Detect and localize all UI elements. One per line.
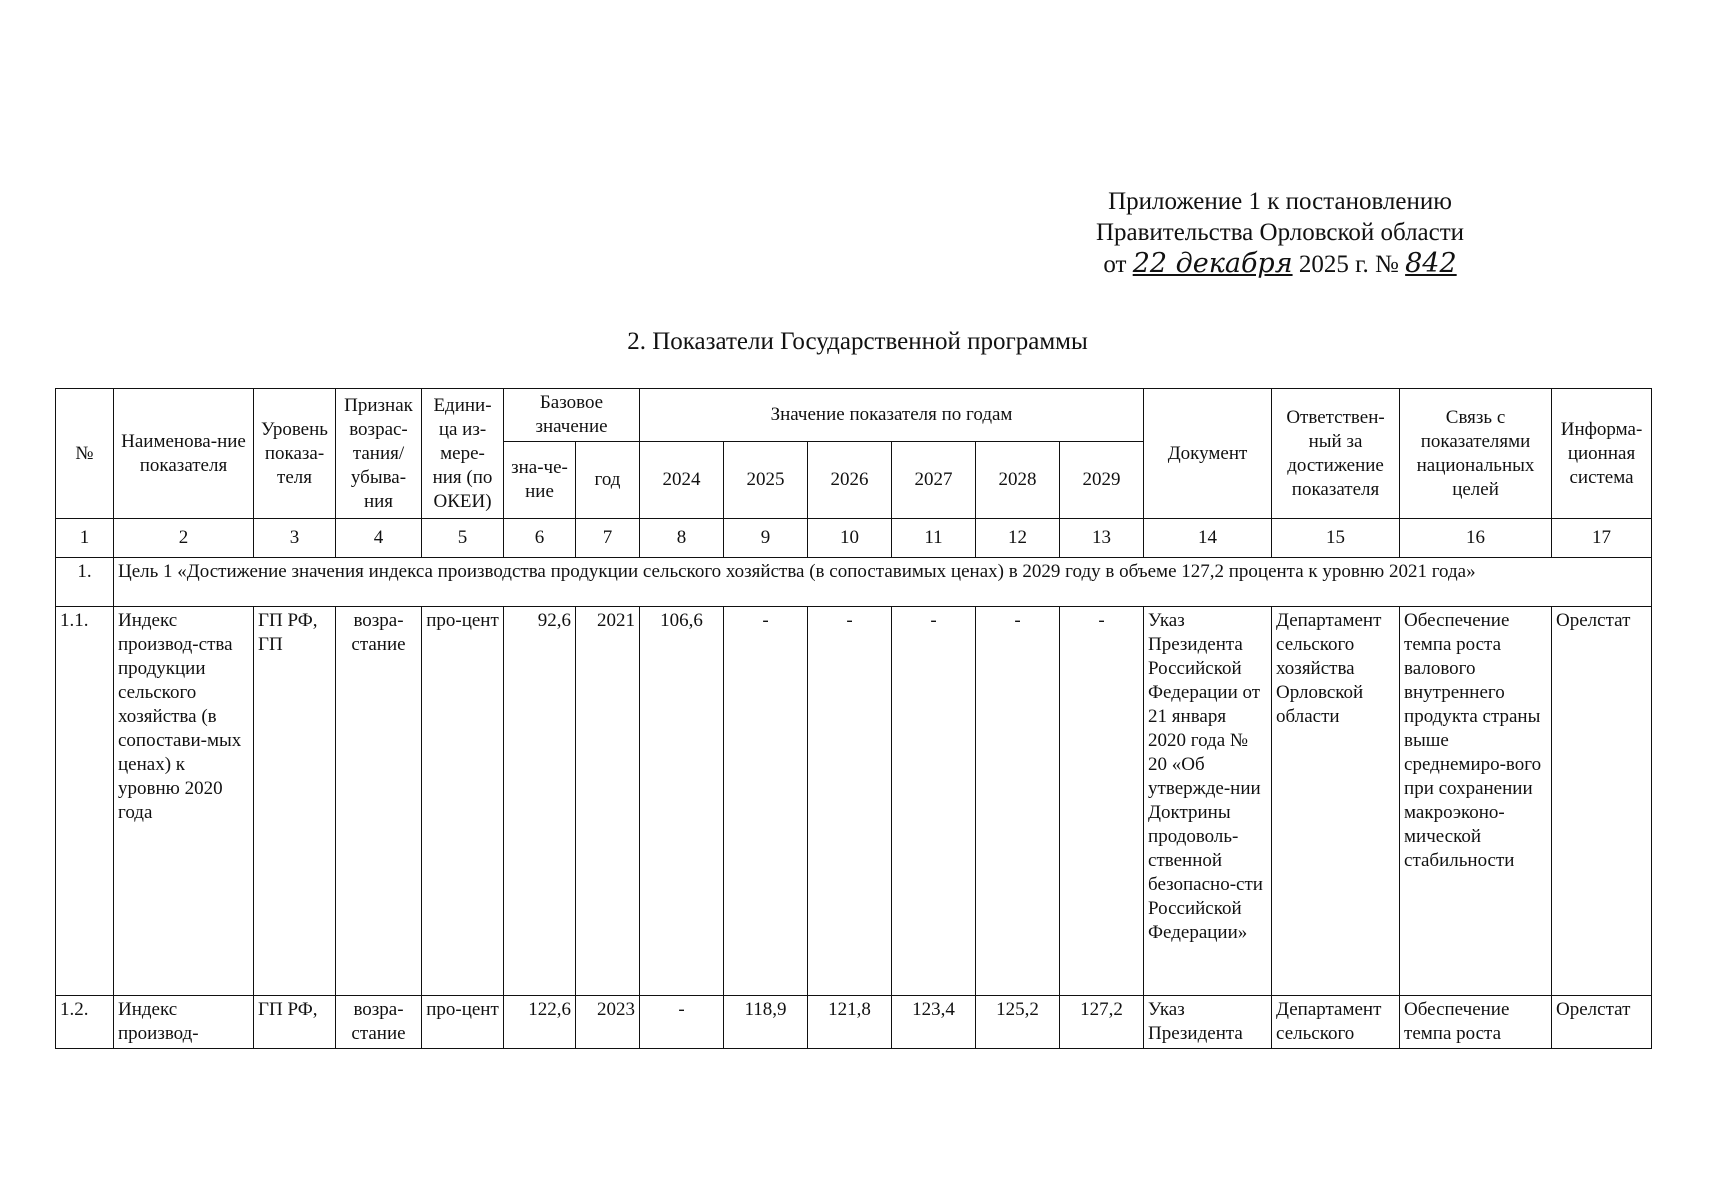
row-sign: возра-стание bbox=[336, 607, 422, 996]
goal-row bbox=[56, 558, 1652, 607]
row-value-2024: 106,6 bbox=[640, 607, 724, 996]
approval-date-line bbox=[1020, 248, 1540, 280]
row-name: Индекс производ- bbox=[114, 996, 254, 1049]
section-title: 2. Показатели Государственной программы bbox=[627, 328, 1088, 355]
col-num: 15 bbox=[1272, 519, 1400, 558]
col-num: 4 bbox=[336, 519, 422, 558]
row-value-2028: - bbox=[976, 607, 1060, 996]
header-year-2027: 2027 bbox=[892, 442, 976, 519]
row-value-2025: 118,9 bbox=[724, 996, 808, 1049]
header-base-value: зна-че-ние bbox=[504, 442, 576, 519]
approval-block bbox=[1020, 186, 1540, 280]
goal-no: 1. bbox=[56, 558, 114, 607]
row-value-2029: - bbox=[1060, 607, 1144, 996]
col-num: 16 bbox=[1400, 519, 1552, 558]
approval-line-1: Приложение 1 к постановлению bbox=[1108, 188, 1452, 215]
handwritten-number: 842 bbox=[1405, 248, 1457, 279]
row-base-year: 2021 bbox=[576, 607, 640, 996]
header-info: Информа-ционная система bbox=[1552, 389, 1652, 519]
table-row bbox=[56, 996, 1652, 1049]
row-info: Орелстат bbox=[1552, 996, 1652, 1049]
header-base-year: год bbox=[576, 442, 640, 519]
col-num: 14 bbox=[1144, 519, 1272, 558]
row-link: Обеспечение темпа роста bbox=[1400, 996, 1552, 1049]
col-num: 13 bbox=[1060, 519, 1144, 558]
col-num: 9 bbox=[724, 519, 808, 558]
row-value-2026: 121,8 bbox=[808, 996, 892, 1049]
col-num: 7 bbox=[576, 519, 640, 558]
col-num: 2 bbox=[114, 519, 254, 558]
header-year-2026: 2026 bbox=[808, 442, 892, 519]
header-year-2029: 2029 bbox=[1060, 442, 1144, 519]
header-year-2028: 2028 bbox=[976, 442, 1060, 519]
goal-text: Цель 1 «Достижение значения индекса производства продукции сельского хозяйства (в сопоставимых ценах) в 2029 году в объеме 127,2 процента к уровню 2021 года» bbox=[114, 558, 1652, 607]
table-row bbox=[56, 607, 1652, 996]
col-num: 5 bbox=[422, 519, 504, 558]
row-level: ГП РФ, ГП bbox=[254, 607, 336, 996]
row-base-year: 2023 bbox=[576, 996, 640, 1049]
row-value-2025: - bbox=[724, 607, 808, 996]
header-year-2024: 2024 bbox=[640, 442, 724, 519]
handwritten-date: 22 декабря bbox=[1132, 248, 1293, 279]
column-numbers-row bbox=[56, 519, 1652, 558]
row-info: Орелстат bbox=[1552, 607, 1652, 996]
header-years-group: Значение показателя по годам bbox=[640, 389, 1144, 442]
row-value-2024: - bbox=[640, 996, 724, 1049]
col-num: 1 bbox=[56, 519, 114, 558]
header-document: Документ bbox=[1144, 389, 1272, 519]
header-no: № bbox=[56, 389, 114, 519]
row-value-2028: 125,2 bbox=[976, 996, 1060, 1049]
col-num: 12 bbox=[976, 519, 1060, 558]
header-base: Базовое значение bbox=[504, 389, 640, 442]
header-row-1 bbox=[56, 389, 1652, 442]
row-no: 1.2. bbox=[56, 996, 114, 1049]
col-num: 6 bbox=[504, 519, 576, 558]
row-unit: про-цент bbox=[422, 607, 504, 996]
header-name: Наименова-ние показателя bbox=[114, 389, 254, 519]
header-unit: Едини-ца из-мере-ния (по ОКЕИ) bbox=[422, 389, 504, 519]
row-no: 1.1. bbox=[56, 607, 114, 996]
row-sign: возра-стание bbox=[336, 996, 422, 1049]
row-responsible: Департамент сельского bbox=[1272, 996, 1400, 1049]
row-base-value: 92,6 bbox=[504, 607, 576, 996]
row-level: ГП РФ, bbox=[254, 996, 336, 1049]
approval-line-2: Правительства Орловской области bbox=[1095, 219, 1465, 246]
indicators-table bbox=[55, 388, 1652, 1049]
header-sign: Признак возрас-тания/ убыва-ния bbox=[336, 389, 422, 519]
col-num: 17 bbox=[1552, 519, 1652, 558]
header-year-2025: 2025 bbox=[724, 442, 808, 519]
header-responsible: Ответствен-ный за достижение показателя bbox=[1272, 389, 1400, 519]
col-num: 11 bbox=[892, 519, 976, 558]
col-num: 8 bbox=[640, 519, 724, 558]
row-value-2026: - bbox=[808, 607, 892, 996]
approval-year: 2025 г. № bbox=[1298, 251, 1399, 278]
row-value-2027: - bbox=[892, 607, 976, 996]
col-num: 3 bbox=[254, 519, 336, 558]
header-level: Уровень показа-теля bbox=[254, 389, 336, 519]
row-value-2029: 127,2 bbox=[1060, 996, 1144, 1049]
row-document: Указ Президента bbox=[1144, 996, 1272, 1049]
row-link: Обеспечение темпа роста валового внутреннего продукта страны выше среднемиро-вого при сохранении макроэконо-мической стабильности bbox=[1400, 607, 1552, 996]
approval-prefix: от bbox=[1103, 251, 1127, 278]
row-unit: про-цент bbox=[422, 996, 504, 1049]
row-value-2027: 123,4 bbox=[892, 996, 976, 1049]
row-responsible: Департамент сельского хозяйства Орловской области bbox=[1272, 607, 1400, 996]
header-link: Связь с показателями национальных целей bbox=[1400, 389, 1552, 519]
row-base-value: 122,6 bbox=[504, 996, 576, 1049]
col-num: 10 bbox=[808, 519, 892, 558]
row-document: Указ Президента Российской Федерации от 21 января 2020 года № 20 «Об утвержде-нии Доктрины продоволь-ственной безопасно-сти Российской Федерации» bbox=[1144, 607, 1272, 996]
row-name: Индекс производ-ства продукции сельского хозяйства (в сопостави-мых ценах) к уровню 2020 года bbox=[114, 607, 254, 996]
